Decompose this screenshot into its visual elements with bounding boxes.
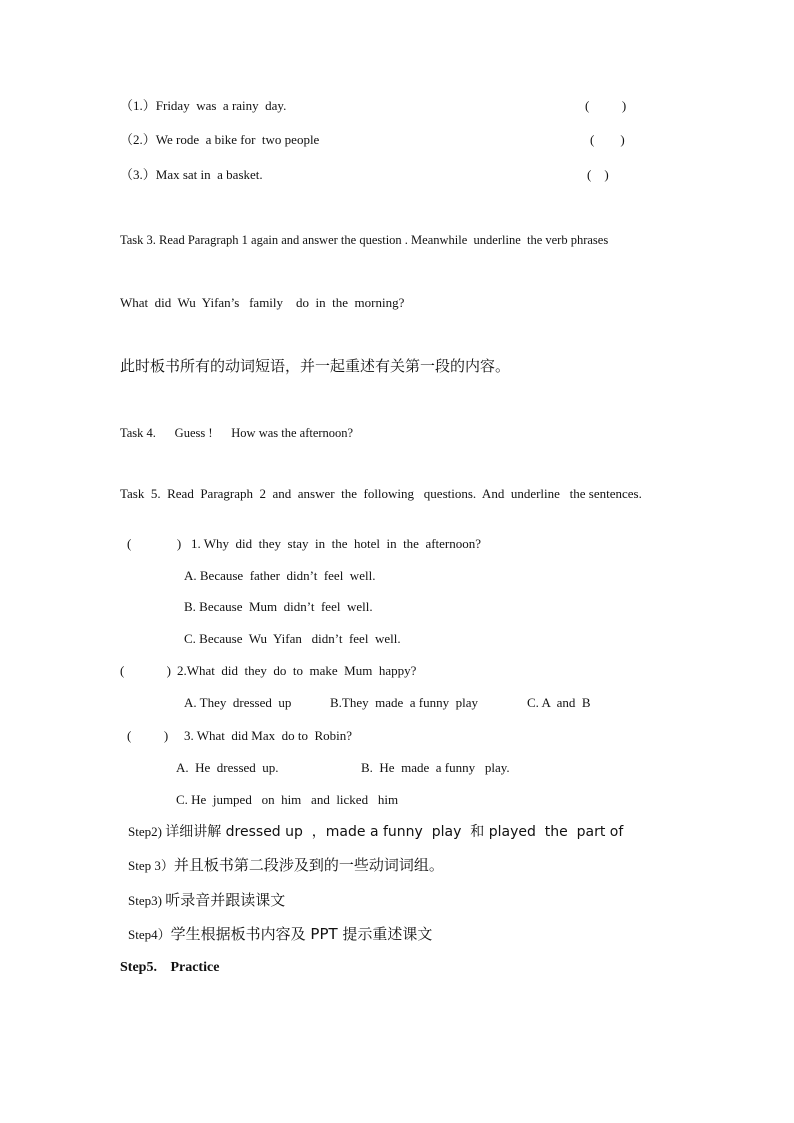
q1-answer-bracket[interactable]: ( ) [127,536,182,551]
q2-option-c: C. A and B [527,695,591,710]
tf-item-text: Friday was a rainy day. [155,98,287,113]
task4-instruction: Task 4. Guess ! How was the afternoon? [120,426,354,440]
q2-answer-bracket[interactable]: ( ) [120,663,171,678]
step-text: 并且板书第二段涉及到的一些动词词组。 [173,856,444,874]
step-3-line [128,856,444,875]
q3-option-a: A. He dressed up. [176,760,279,775]
step-label: Step2) [128,824,162,839]
q1-option-c: C. Because Wu Yifan didn’t feel well. [184,631,401,646]
step-5-title: Practice [170,960,220,975]
step-3-listen-line [128,891,285,910]
tf-item-text: We rode a bike for two people [155,132,320,147]
step-5-heading [120,959,219,977]
task3-question: What did Wu Yifan’s family do in the morning? [120,295,405,310]
tf-item-1 [120,97,286,115]
q3-option-c: C. He jumped on him and licked him [176,792,399,807]
tf-item-3 [120,166,263,184]
tf-item-text: Max sat in a basket. [155,167,263,182]
step-label: Step4） [128,927,171,942]
tf-item-number: （2.） [120,132,156,147]
task3-teacher-note: 此时板书所有的动词短语，并一起重述有关第一段的内容。 [120,357,511,375]
q2-option-a: A. They dressed up [184,695,292,710]
step-text: 学生根据板书内容及 PPT 提示重述课文 [170,925,433,943]
tf-item-2 [120,131,319,149]
tf-item-number: （3.） [120,167,156,182]
step-2-line [128,823,623,841]
tf-answer-bracket-1[interactable]: ( ) [585,98,627,113]
q2-question: 2.What did they do to make Mum happy? [177,663,417,678]
task3-instruction: Task 3. Read Paragraph 1 again and answer the question . Meanwhile underline the verb phrases [120,233,609,247]
q1-question: 1. Why did they stay in the hotel in the afternoon? [191,536,482,551]
step-text: 详细讲解 dressed up ，made a funny play 和 played the part of [165,824,624,840]
q1-option-b: B. Because Mum didn’t feel well. [184,599,373,614]
task5-instruction: Task 5. Read Paragraph 2 and answer the following questions. And underline the sentences. [120,486,642,501]
step-text: 听录音并跟读课文 [165,891,286,909]
q1-option-a: A. Because father didn’t feel well. [184,568,376,583]
step-label: Step 3） [128,858,174,873]
step-5-label: Step5. [120,960,157,975]
step-label: Step3) [128,893,162,908]
q2-option-b: B.They made a funny play [330,695,479,710]
tf-answer-bracket-2[interactable]: ( ) [590,132,625,147]
q3-answer-bracket[interactable]: ( ) [127,728,169,743]
tf-item-number: （1.） [120,98,156,113]
q3-question: 3. What did Max do to Robin? [184,728,353,743]
tf-answer-bracket-3[interactable]: ( ) [587,167,609,182]
step-4-line [128,925,432,944]
q3-option-b: B. He made a funny play. [361,760,510,775]
